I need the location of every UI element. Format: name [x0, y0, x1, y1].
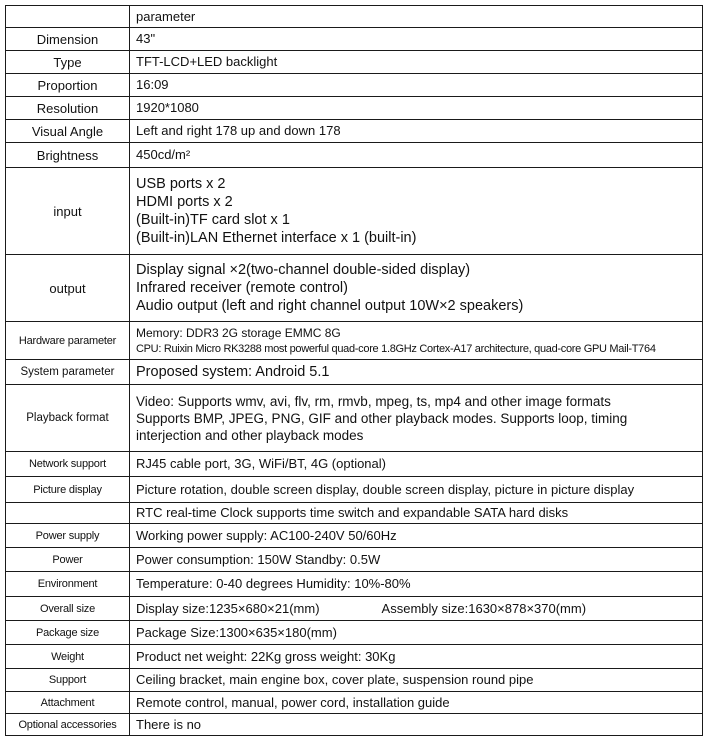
spec-label: Brightness: [6, 143, 130, 168]
spec-label: Support: [6, 669, 130, 692]
spec-value-line: HDMI ports x 2: [136, 194, 233, 210]
row-environment: [6, 572, 703, 597]
spec-label: Package size: [6, 621, 130, 645]
spec-label: [6, 503, 130, 524]
spec-value: [130, 597, 703, 621]
spec-value-line: Audio output (left and right channel output 10W×2 speakers): [136, 298, 524, 314]
row-visual-angle: [6, 120, 703, 143]
spec-value: 1920*1080: [130, 97, 703, 120]
spec-value: Package Size:1300×635×180(mm): [130, 621, 703, 645]
row-playback-format: [6, 385, 703, 452]
row-power-supply: [6, 524, 703, 548]
spec-value-line: Infrared receiver (remote control): [136, 280, 348, 296]
header-value-cell: parameter: [130, 6, 703, 28]
spec-value: Ceiling bracket, main engine box, cover plate, suspension round pipe: [130, 669, 703, 692]
header-label-cell: [6, 6, 130, 28]
row-support: [6, 669, 703, 692]
row-attachment: [6, 692, 703, 714]
row-overall-size: [6, 597, 703, 621]
table-header-row: [6, 6, 703, 28]
spec-value: [130, 322, 703, 360]
spec-value: Power consumption: 150W Standby: 0.5W: [130, 548, 703, 572]
spec-label: input: [6, 168, 130, 255]
spec-value-line: Supports BMP, JPEG, PNG, GIF and other playback modes. Supports loop, timing: [136, 410, 628, 426]
row-output: [6, 255, 703, 322]
spec-value-line: Video: Supports wmv, avi, flv, rm, rmvb, mpeg, ts, mp4 and other image formats: [136, 393, 611, 409]
spec-value-line: USB ports x 2: [136, 176, 226, 192]
row-weight: [6, 645, 703, 669]
spec-value: [130, 168, 703, 255]
spec-label: Type: [6, 51, 130, 74]
spec-value: TFT-LCD+LED backlight: [130, 51, 703, 74]
spec-value: 450cd/m²: [130, 143, 703, 168]
spec-label: Environment: [6, 572, 130, 597]
spec-label: Weight: [6, 645, 130, 669]
assembly-size-text: Assembly size:1630×878×370(mm): [381, 600, 587, 616]
spec-label: Playback format: [6, 385, 130, 452]
row-resolution: [6, 97, 703, 120]
spec-value: Picture rotation, double screen display, double screen display, picture in picture display: [130, 477, 703, 503]
spec-label: Proportion: [6, 74, 130, 97]
spec-label: Overall size: [6, 597, 130, 621]
spec-label: Hardware parameter: [6, 322, 130, 360]
display-size-text: Display size:1235×680×21(mm): [136, 600, 320, 616]
row-proportion: [6, 74, 703, 97]
spec-value: Product net weight: 22Kg gross weight: 30Kg: [130, 645, 703, 669]
row-rtc: [6, 503, 703, 524]
row-type: [6, 51, 703, 74]
row-optional-accessories: [6, 714, 703, 736]
spec-label: Attachment: [6, 692, 130, 714]
spec-label: Resolution: [6, 97, 130, 120]
row-system-parameter: [6, 360, 703, 385]
spec-label: Dimension: [6, 28, 130, 51]
spec-label: System parameter: [6, 360, 130, 385]
spec-value-line: Display signal ×2(two-channel double-sided display): [136, 262, 471, 278]
spec-value: Temperature: 0-40 degrees Humidity: 10%-80%: [130, 572, 703, 597]
spec-value: RJ45 cable port, 3G, WiFi/BT, 4G (optional): [130, 452, 703, 477]
spec-table: [5, 5, 703, 736]
spec-value: RTC real-time Clock supports time switch and expandable SATA hard disks: [130, 503, 703, 524]
spec-value: 43": [130, 28, 703, 51]
spec-value-line: (Built-in)LAN Ethernet interface x 1 (built-in): [136, 230, 417, 246]
spec-label: Power: [6, 548, 130, 572]
spec-label: Visual Angle: [6, 120, 130, 143]
row-network-support: [6, 452, 703, 477]
spec-value: There is no: [130, 714, 703, 736]
row-package-size: [6, 621, 703, 645]
spec-value-line: interjection and other playback modes: [136, 427, 364, 443]
spec-label: Optional accessories: [6, 714, 130, 736]
row-input: [6, 168, 703, 255]
spec-value-line: (Built-in)TF card slot x 1: [136, 212, 290, 228]
row-hardware-parameter: [6, 322, 703, 360]
row-picture-display: [6, 477, 703, 503]
spec-value: Left and right 178 up and down 178: [130, 120, 703, 143]
row-power: [6, 548, 703, 572]
spec-value: 16:09: [130, 74, 703, 97]
spec-label: output: [6, 255, 130, 322]
spec-label: Network support: [6, 452, 130, 477]
spec-value: [130, 385, 703, 452]
spec-value: [130, 255, 703, 322]
spec-value: Remote control, manual, power cord, installation guide: [130, 692, 703, 714]
row-brightness: [6, 143, 703, 168]
spec-label: Picture display: [6, 477, 130, 503]
spec-label: Power supply: [6, 524, 130, 548]
spec-value-line: CPU: Ruixin Micro RK3288 most powerful quad-core 1.8GHz Cortex-A17 architecture, quad-core GPU Mail-T764: [136, 342, 656, 355]
spec-value-line: Memory: DDR3 2G storage EMMC 8G: [136, 325, 341, 340]
spec-value: Working power supply: AC100-240V 50/60Hz: [130, 524, 703, 548]
spec-value: Proposed system: Android 5.1: [130, 360, 703, 385]
row-dimension: [6, 28, 703, 51]
